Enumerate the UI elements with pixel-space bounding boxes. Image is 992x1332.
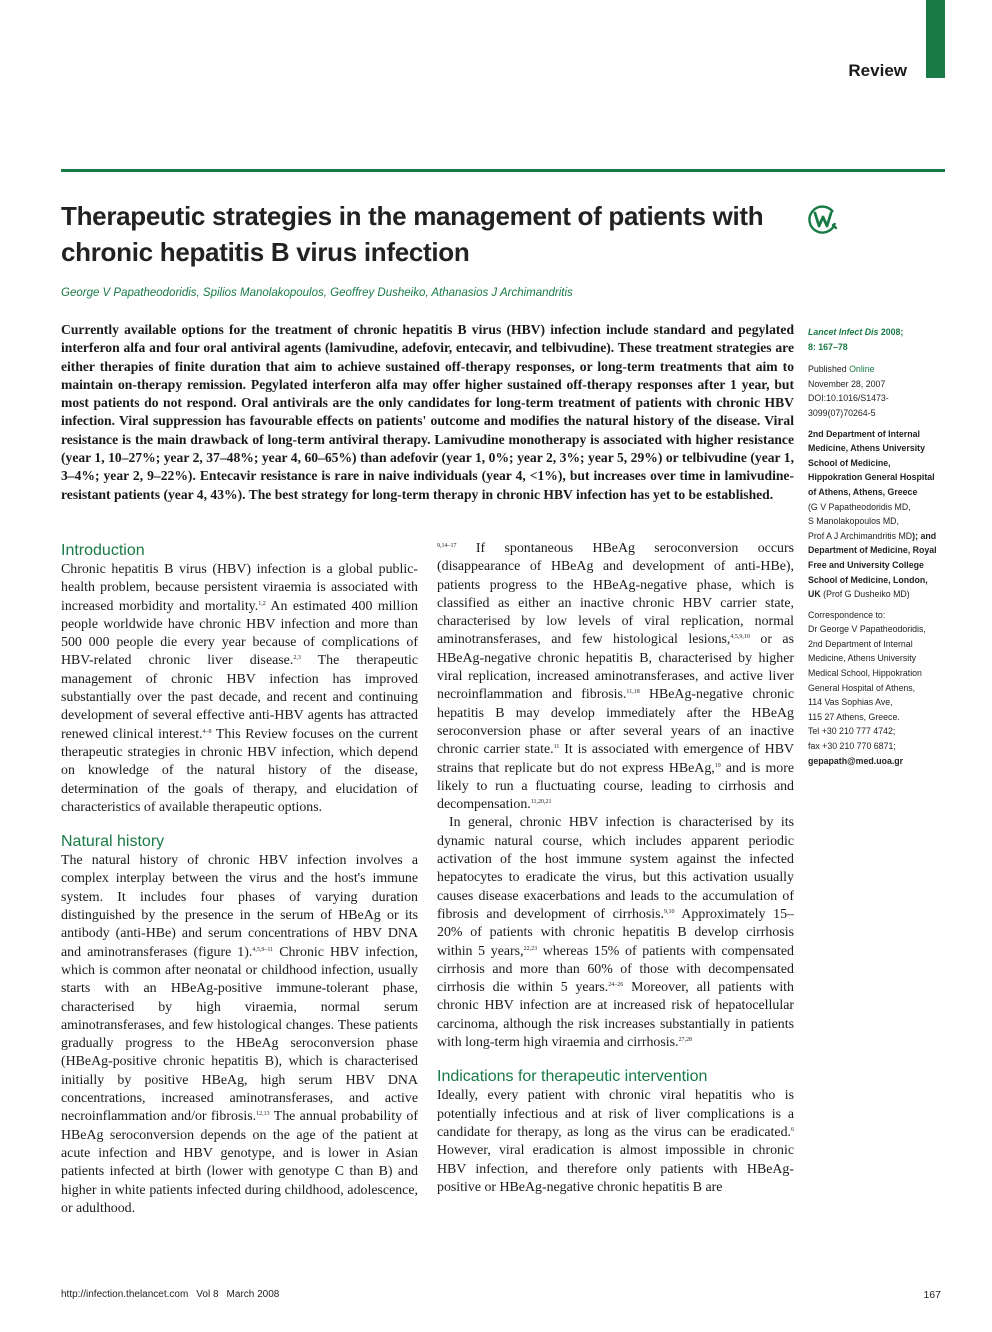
reference-superscript[interactable]: 11,18 xyxy=(626,689,640,696)
reference-superscript[interactable]: 11 xyxy=(553,744,560,751)
reference-superscript[interactable]: 4–8 xyxy=(202,728,212,735)
correspondence: Correspondence to: Dr George V Papatheodoridis, 2nd Department of Internal Medicine, Athens University Medical School, Hippokration General Hospital of Athens, 114 Vas Sophias Ave, 115 27 Athens, Greece. Tel +30 210 777 4742; fax +30 210 770 6871; gepapath@med.uoa.gr xyxy=(808,608,948,769)
section-heading-introduction: Introduction xyxy=(61,542,145,559)
footer-url[interactable]: http://infection.thelancet.com xyxy=(61,1289,189,1300)
reference-superscript[interactable]: 1,2 xyxy=(258,600,266,607)
affiliation-1: 2nd Department of Internal Medicine, Athens University School of Medicine, Hippokration General Hospital of Athens, Athens, Greece xyxy=(808,428,935,497)
reference-superscript[interactable]: 9,14–17 xyxy=(437,543,457,549)
reference-superscript[interactable]: 6 xyxy=(791,1126,794,1133)
body-column-left xyxy=(61,540,418,1218)
reference-superscript[interactable]: 4,5,9,10 xyxy=(730,634,750,641)
reference-superscript[interactable]: 4,5,9–11 xyxy=(252,946,274,953)
reference-superscript[interactable]: 22,23 xyxy=(523,945,538,952)
affiliation-2: Department of Medicine, Royal Free and University College School of Medicine, London, xyxy=(808,545,937,585)
footer xyxy=(61,1289,279,1300)
paragraph: In general, chronic HBV infection is characterised by its dynamic natural course, which includes apparent periodic activation of the host immune system against the infected hepatocytes to eradicate the virus, but this activation usually causes disease exacerbations and leads to the accumulation of fibrosis and development of cirrhosis.$^{9,10}$ Approximately 15–20% of patients with chronic hepatitis B develop cirrhosis within 5 years,$^{22,23}$ whereas 15% of patients with compensated cirrhosis and more than 60% of those with decompensated cirrhosis die within 5 years.$^{24-26}$ Moreover, all patients with chronic HBV infection are at increased risk of hepatocellular carcinoma, although the risk increases substantially in patients with long-term high viraemia and cirrhosis.$^{27,28}$ xyxy=(437,815,794,1051)
article-title: Therapeutic strategies in the management of patients with chronic hepatitis B virus infection xyxy=(61,201,764,267)
affiliation-2-people: UK (Prof G Dusheiko MD) xyxy=(808,589,910,600)
paragraph-continued: $^{9,14-17}$ If spontaneous HBeAg seroconversion occurs (disappearance of HBeAg and development of anti-HBe), patients progress to the HBeAg-negative phase, which is classified as either an inactive chronic HBV carrier state, characterised by low levels of viral replication, normal aminotransferases, and few histological lesions,$^{4,5,9,10}$ or as HBeAg-negative chronic hepatitis B, characterised by higher viral replication, increased aminotransferases, and active liver necroinflammation and fibrosis.$^{11,18}$ HBeAg-negative chronic hepatitis B may develop immediately after the HBeAg seroconversion phase or after several years of an inactive chronic carrier state.$^{11}$ It is associated with emergence of HBV strains that replicate but do not express HBeAg,$^{19}$ and is more likely to run a fluctuating course, leading to cirrhosis and decompensation.$^{11,20,21}$ xyxy=(437,541,794,813)
reference-superscript[interactable]: 9,10 xyxy=(664,908,675,915)
header-rule xyxy=(61,169,945,172)
citation[interactable] xyxy=(808,325,948,354)
section-label: Review xyxy=(848,61,907,80)
article-authors: George V Papatheodoridis, Spilios Manolakopoulos, Geoffrey Dusheiko, Athanasios J Archimandritis xyxy=(61,287,573,299)
page-number: 167 xyxy=(923,1289,941,1301)
footer-volume: Vol 8 xyxy=(196,1289,219,1300)
published-online-link[interactable]: Online xyxy=(849,364,875,375)
doi-line-1[interactable]: DOI:10.1016/S1473- xyxy=(808,393,889,404)
citation-year: 2008; xyxy=(878,327,904,337)
affiliation-1-people-1: (G V Papatheodoridis MD, xyxy=(808,501,911,512)
correspondence-email[interactable]: gepapath@med.uoa.gr xyxy=(808,755,904,766)
section-heading-indications: Indications for therapeutic intervention xyxy=(437,1068,708,1086)
reference-superscript[interactable]: 2,3 xyxy=(293,655,301,662)
paragraph: Chronic hepatitis B virus (HBV) infection is a global public-health problem, because persistent viraemia is associated with increased morbidity and mortality.$^{1,2}$ An estimated 400 million people worldwide have chronic HBV infection and more than 500 000 people die every year because of complications of HBV-related chronic liver disease.$^{2,3}$ The therapeutic management of chronic HBV infection has improved substantially over the past decade, and recent and continuing development of several effective anti-HBV agents has attracted renewed clinical interest.$^{4-8}$ This Review focuses on the current therapeutic strategies in chronic HBV infection, which depend on knowledge of the natural history of the disease, determination of the goals of therapy, and elucidation of characteristics of available therapeutic options. xyxy=(61,562,418,815)
citation-volume-pages: 8: 167–78 xyxy=(808,341,848,352)
section-heading-natural-history: Natural history xyxy=(61,833,165,851)
journal-name: Lancet Infect Dis xyxy=(808,327,879,337)
article-sidebar xyxy=(808,325,948,768)
published-line: Published Online xyxy=(808,364,875,375)
published-date: November 28, 2007 xyxy=(808,378,886,389)
reference-superscript[interactable]: 19 xyxy=(714,762,721,769)
reference-superscript[interactable]: 11,20,21 xyxy=(530,799,552,806)
paragraph: The natural history of chronic HBV infection involves a complex interplay between the virus and the host's immune system. It includes four phases of varying duration distinguished by the presence in the serum of HBeAg or its antibody (anti-HBe) and serum concentrations of HBV DNA and aminotransferases (figure 1).$^{4,5,9-11}$ Chronic HBV infection, which is common after neonatal or childhood infection, usually starts with an HBeAg-positive immune-tolerant phase, characterised by high viraemia, normal serum aminotransferases, and few histological changes. These patients gradually progress to the HBeAg seroconversion phase (HBeAg-positive chronic hepatitis B), which is characterised initially by positive HBeAg, high serum HBV DNA concentrations, increased aminotransferases, and active necroinflammation and/or fibrosis.$^{12,13}$ The annual probability of HBeAg seroconversion depends on the age of the patient at acute infection and HBV genotype, and is lower in Asian patients infected at birth (lower with genotype C than B) and higher in white patients infected during childhood, adolescence, or adulthood. xyxy=(61,853,418,1216)
reference-superscript[interactable]: 12,13 xyxy=(256,1111,270,1118)
w-circle-logo-icon xyxy=(806,203,840,237)
body-column-right xyxy=(437,540,794,1197)
reference-superscript[interactable]: 27,28 xyxy=(678,1037,692,1044)
paragraph: Ideally, every patient with chronic viral hepatitis who is potentially infectious and at risk of liver complications is a candidate for therapy, as long as the virus can be eradicated.$^6$ However, viral eradication is almost impossible in chronic HBV infection, and therefore only patients with HBeAg-positive or HBeAg-negative chronic hepatitis B are xyxy=(437,1088,794,1195)
reference-superscript[interactable]: 24–26 xyxy=(608,982,624,989)
doi-line-2[interactable]: 3099(07)70264-5 xyxy=(808,407,876,418)
footer-date: March 2008 xyxy=(226,1289,280,1300)
affiliation-1-people-3: Prof A J Archimandritis MD); and xyxy=(808,530,937,541)
section-color-tab xyxy=(926,0,945,78)
article-abstract: Currently available options for the treatment of chronic hepatitis B virus (HBV) infection include standard and pegylated interferon alfa and four oral antiviral agents (lamivudine, adefovir, entecavir, and telbivudine). These treatment strategies are either therapies of finite duration that aim to achieve sustained off-therapy responses, or long-term treatments that aim to maintain on-therapy remission. Pegylated interferon alfa may offer higher sustained off-therapy responses after 1 year, but most patients do not respond. Oral antivirals are the only candidates for long-term treatment of patients with chronic HBV infection. Viral suppression has favourable effects on patients' outcome and modifies the natural history of the disease. Viral resistance is the main drawback of long-term antiviral therapy. Lamivudine monotherapy is associated with higher resistance (year 1, 10–27%; year 2, 37–48%; year 4, 60–65%) than adefovir (year 1, 0%; year 2, 3%; year 5, 29%) or telbivudine (year 1, 3–4%; year 2, 9–22%). Entecavir resistance is rare in naive individuals (year 4, <1%), but increases over time in lamivudine-resistant patients (year 4, 43%). The best strategy for long-term therapy in chronic HBV infection has yet to be established. xyxy=(61,322,794,502)
affiliation-1-people-2: S Manolakopoulos MD, xyxy=(808,516,899,527)
